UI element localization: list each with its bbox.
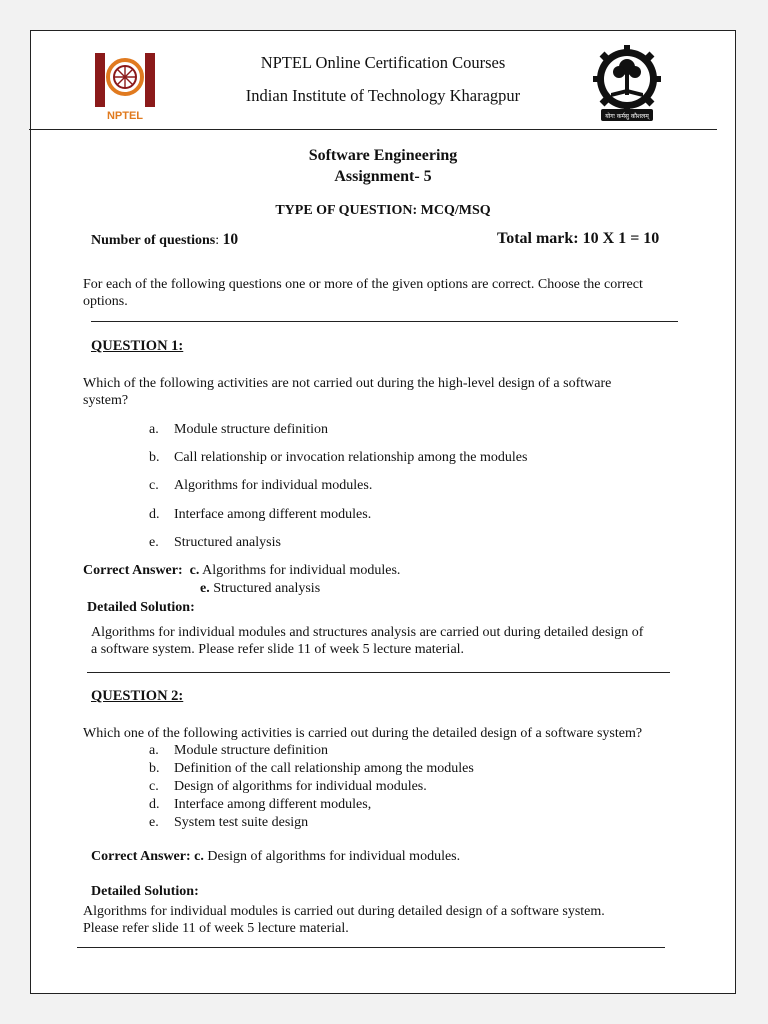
q2-solution-text: Algorithms for individual modules is carried out during detailed design of a software system. Please refer slide 11 of week 5 lecture material. [83, 904, 605, 936]
q1-option-c: c. Algorithms for individual modules. [149, 478, 373, 493]
q1-solution-label: Detailed Solution: [87, 600, 195, 615]
q2-solution-label: Detailed Solution: [91, 884, 199, 899]
assignment-title: Assignment- 5 [334, 168, 432, 185]
svg-text:NPTEL: NPTEL [106, 110, 144, 122]
q1-option-b: b. Call relationship or invocation relationship among the modules [149, 450, 528, 465]
q1-option-e: e. Structured analysis [149, 535, 281, 550]
question-type: TYPE OF QUESTION: MCQ/MSQ [275, 203, 491, 218]
course-title: Software Engineering [308, 147, 458, 164]
question-1-heading: QUESTION 1: [91, 338, 184, 354]
q1-divider [87, 672, 670, 673]
document-page [30, 30, 736, 994]
q1-option-d: d. Interface among different modules. [149, 507, 372, 522]
question-1-text: Which of the following activities are not carried out during the high-level design of a software system? [83, 376, 612, 408]
header-line-2: Indian Institute of Technology Kharagpur [245, 86, 521, 105]
q1-option-a: a. Module structure definition [149, 422, 328, 437]
total-mark: Total mark: 10 X 1 = 10 [497, 230, 660, 247]
header-divider [29, 129, 717, 130]
header-line-1: NPTEL Online Certification Courses [260, 53, 506, 72]
q2-option-b: b. Definition of the call relationship among the modules [149, 761, 474, 776]
q1-correct-answer: Correct Answer: c. Algorithms for individual modules. [83, 563, 401, 578]
number-of-questions: Number of questions: 10 [91, 231, 239, 248]
q2-option-d: d. Interface among different modules, [149, 797, 372, 812]
instructions: For each of the following questions one or more of the given options are correct. Choose the correct options. [83, 277, 643, 309]
question-2-heading: QUESTION 2: [91, 688, 184, 704]
q2-correct-answer: Correct Answer: c. Design of algorithms for individual modules. [91, 849, 461, 864]
q2-option-e: e. System test suite design [149, 815, 309, 830]
q2-divider [77, 947, 665, 948]
q2-option-a: a. Module structure definition [149, 743, 328, 758]
section-divider [91, 321, 678, 322]
q1-solution-text: Algorithms for individual modules and structures analysis are carried out during detailed design of a software system. Please refer slide 11 of week 5 lecture material. [91, 625, 644, 657]
question-2-text: Which one of the following activities is carried out during the detailed design of a software system? [83, 726, 643, 741]
svg-text:योगः कर्मसु कौशलम्: योगः कर्मसु कौशलम् [605, 113, 649, 120]
q1-correct-answer-2: e. Structured analysis [200, 581, 321, 596]
q2-option-c: c. Design of algorithms for individual modules. [149, 779, 427, 794]
